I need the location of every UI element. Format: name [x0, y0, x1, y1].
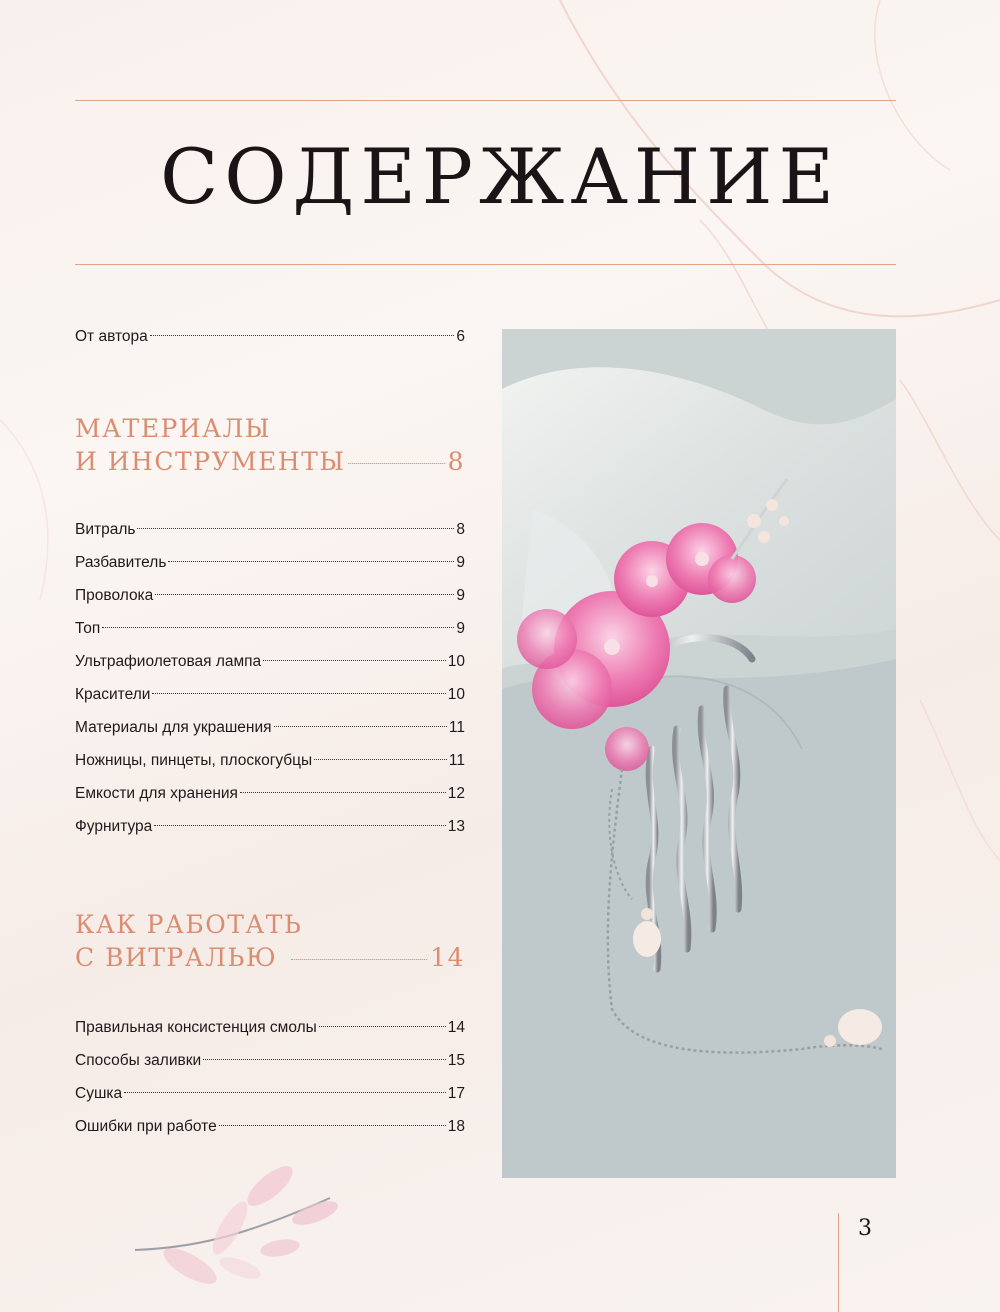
toc-entry-page: 17	[447, 1085, 465, 1102]
toc-entry-page: 12	[447, 785, 465, 802]
toc-intro	[75, 320, 465, 353]
toc-entry-label: Материалы для украшения	[75, 719, 272, 736]
toc-list-materials	[75, 513, 465, 843]
toc-entry-label: Правильная консистенция смолы	[75, 1019, 317, 1036]
watercolor-branch-illustration	[130, 1158, 340, 1308]
leader-dots	[168, 561, 454, 562]
leader-dots	[137, 528, 454, 529]
top-rule	[75, 100, 896, 101]
section-page: 8	[447, 447, 465, 476]
leader-dots	[240, 792, 446, 793]
leader-dots	[154, 825, 445, 826]
toc-entry-label: Витраль	[75, 521, 136, 538]
toc-entry-label: Красители	[75, 686, 151, 703]
toc-entry[interactable]	[75, 1077, 465, 1110]
toc-entry-label: Фурнитура	[75, 818, 153, 835]
hair-comb-photo	[502, 329, 896, 1178]
toc-list-how-to-work	[75, 1011, 465, 1143]
toc-entry[interactable]	[75, 1110, 465, 1143]
section-heading-how-to-work[interactable]	[75, 908, 465, 974]
toc-entry-page: 10	[447, 653, 465, 670]
toc-entry[interactable]	[75, 678, 465, 711]
toc-entry[interactable]	[75, 320, 465, 353]
toc-entry-page: 13	[447, 818, 465, 835]
leader-dots	[274, 726, 447, 727]
leader-dots	[152, 693, 445, 694]
toc-entry-page: 18	[447, 1118, 465, 1135]
toc-entry-label: Ультрафиолетовая лампа	[75, 653, 262, 670]
toc-entry[interactable]	[75, 744, 465, 777]
toc-entry-page: 6	[456, 328, 465, 345]
toc-entry[interactable]	[75, 711, 465, 744]
leader-dots	[219, 1125, 446, 1126]
toc-entry[interactable]	[75, 1011, 465, 1044]
toc-entry-page: 11	[448, 752, 465, 769]
leader-dots	[348, 463, 444, 464]
toc-entry-page: 9	[456, 554, 465, 571]
page-title: СОДЕРЖАНИЕ	[160, 132, 840, 221]
toc-entry[interactable]	[75, 612, 465, 645]
leader-dots	[314, 759, 447, 760]
toc-entry-page: 9	[456, 620, 465, 637]
section-title-line1: КАК РАБОТАТЬ	[75, 910, 303, 939]
toc-entry[interactable]	[75, 777, 465, 810]
toc-entry-label: Ножницы, пинцеты, плоскогубцы	[75, 752, 313, 769]
toc-entry-page: 11	[448, 719, 465, 736]
toc-entry[interactable]	[75, 513, 465, 546]
leader-dots	[155, 594, 454, 595]
toc-entry-page: 10	[447, 686, 465, 703]
leader-dots	[263, 660, 446, 661]
section-heading-materials[interactable]	[75, 412, 465, 478]
toc-entry-page: 15	[447, 1052, 465, 1069]
leader-dots	[319, 1026, 446, 1027]
toc-entry[interactable]	[75, 579, 465, 612]
toc-entry[interactable]	[75, 546, 465, 579]
leader-dots	[291, 959, 427, 960]
toc-entry[interactable]	[75, 810, 465, 843]
leader-dots	[150, 335, 455, 336]
leader-dots	[102, 627, 454, 628]
toc-entry-label: Разбавитель	[75, 554, 167, 571]
toc-entry-label: Проволока	[75, 587, 154, 604]
toc-entry-label: Емкости для хранения	[75, 785, 238, 802]
photo-illustration	[502, 329, 896, 1178]
toc-entry-label: Сушка	[75, 1085, 123, 1102]
toc-entry-page: 14	[447, 1019, 465, 1036]
section-title-line2: И ИНСТРУМЕНТЫ	[75, 447, 346, 476]
toc-entry[interactable]	[75, 645, 465, 678]
footer-rule	[838, 1213, 839, 1312]
toc-entry-label: Ошибки при работе	[75, 1118, 217, 1135]
leader-dots	[124, 1092, 446, 1093]
toc-entry-label: Способы заливки	[75, 1052, 202, 1069]
section-page: 14	[430, 943, 465, 972]
page-number: 3	[858, 1216, 872, 1241]
section-title-line1: МАТЕРИАЛЫ	[75, 414, 271, 443]
toc-entry-label: Топ	[75, 620, 101, 637]
section-title-line2: С ВИТРАЛЬЮ	[75, 943, 278, 972]
title-rule	[75, 264, 896, 265]
leader-dots	[203, 1059, 446, 1060]
toc-entry-page: 8	[456, 521, 465, 538]
toc-entry-label: От автора	[75, 328, 148, 345]
toc-entry-page: 9	[456, 587, 465, 604]
toc-entry[interactable]	[75, 1044, 465, 1077]
